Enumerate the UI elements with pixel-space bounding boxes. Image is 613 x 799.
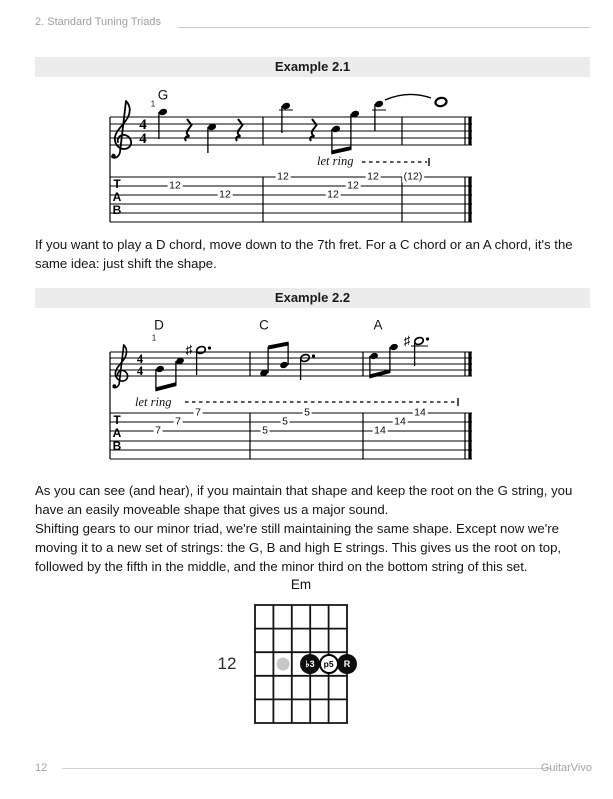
time-sig-bottom: 4 — [139, 131, 147, 147]
staff-lines — [110, 117, 472, 145]
tab-fret: 7 — [155, 424, 161, 437]
chord-label: A — [373, 317, 383, 333]
notes-measure-2 — [259, 342, 315, 381]
sharp-accidental: ♯ — [185, 342, 193, 357]
treble-clef-icon — [112, 345, 127, 388]
tab-letter-a: A — [112, 426, 122, 440]
dotted-half-note — [414, 336, 425, 345]
fingering-number: 1 — [150, 99, 156, 109]
tab-fret: 12 — [219, 188, 231, 201]
tab-fret: 14 — [394, 415, 406, 428]
notes-measure-1 — [158, 108, 243, 153]
time-sig-bottom: 4 — [136, 364, 144, 378]
chord-label: D — [154, 317, 164, 333]
tab-fret: 12 — [277, 170, 289, 183]
tab-letter-t: T — [113, 413, 121, 427]
time-sig-top: 4 — [139, 117, 147, 133]
fret-number-label: 12 — [217, 654, 237, 673]
example-2-1-title: Example 2.1 — [35, 57, 590, 77]
staff-system-1 — [110, 94, 472, 222]
staff-lines — [110, 352, 472, 376]
tie-curve — [385, 94, 431, 100]
tab-lines — [110, 413, 472, 459]
notes-measure-3 — [369, 333, 429, 379]
page-number: 12 — [35, 762, 48, 774]
body-paragraph-1: If you want to play a D chord, move down to the 7th fret. For a C chord or an A chord, it's the same idea: just shift the shape. — [35, 237, 573, 271]
tab-fret: 12 — [327, 188, 339, 201]
tab-fret: 12 — [169, 179, 181, 192]
tab-letter-b: B — [112, 203, 122, 217]
dotted-half-note — [196, 345, 207, 354]
body-paragraph-2: As you can see (and hear), if you maintain that shape and keep the root on the G string, you have an easily moveable shape that gives us a major sound. — [35, 483, 573, 517]
sharp-accidental: ♯ — [403, 333, 411, 348]
tab-fret: 12 — [347, 179, 359, 192]
tab-letter-a: A — [112, 190, 122, 204]
let-ring-label: let ring — [135, 395, 172, 409]
chord-label: G — [157, 87, 169, 103]
chord-label: C — [259, 317, 269, 333]
section-header: 2. Standard Tuning Triads — [35, 16, 161, 28]
barlines — [110, 117, 465, 222]
tab-fret-ghost: (12) — [403, 170, 423, 183]
footer-rule — [62, 768, 552, 769]
tab-letter-b: B — [112, 439, 122, 453]
time-sig-top: 4 — [136, 352, 144, 366]
body-paragraph-3: Shifting gears to our minor triad, we're still maintaining the same shape. Except now we're moving it to a new set of strings: the G, B and high E strings. This gives us the root on top, followed by the fifth in the middle, and the minor third on the bottom string of this set. — [35, 521, 562, 574]
chord-diagram-title: Em — [290, 577, 312, 592]
tab-fret: 5 — [304, 406, 310, 419]
fingering-number: 1 — [151, 333, 157, 343]
tab-fret: 14 — [414, 406, 426, 419]
tab-fret: 5 — [282, 415, 288, 428]
tab-fret: 7 — [175, 415, 181, 428]
tab-letter-t: T — [113, 177, 121, 191]
interval-dot-root: R — [337, 654, 357, 674]
tab-fret: 14 — [374, 424, 386, 437]
notes-measure-1 — [155, 342, 211, 392]
tab-fret: 12 — [367, 170, 379, 183]
eighth-beam — [268, 342, 289, 350]
tab-lines — [110, 177, 472, 222]
treble-clef-icon — [111, 101, 131, 158]
tab-fret: 5 — [262, 424, 268, 437]
let-ring-label: let ring — [317, 154, 354, 168]
interval-dot-p5: p5 — [319, 654, 339, 674]
example-2-2-title: Example 2.2 — [35, 288, 590, 308]
eighth-beam — [155, 382, 176, 392]
interval-dot-b3: ♭3 — [300, 654, 320, 674]
fretboard-inlay-dot — [276, 658, 289, 671]
brand-name: GuitarVivo — [540, 762, 592, 774]
whole-note — [435, 97, 448, 107]
tab-fret: 7 — [195, 406, 201, 419]
